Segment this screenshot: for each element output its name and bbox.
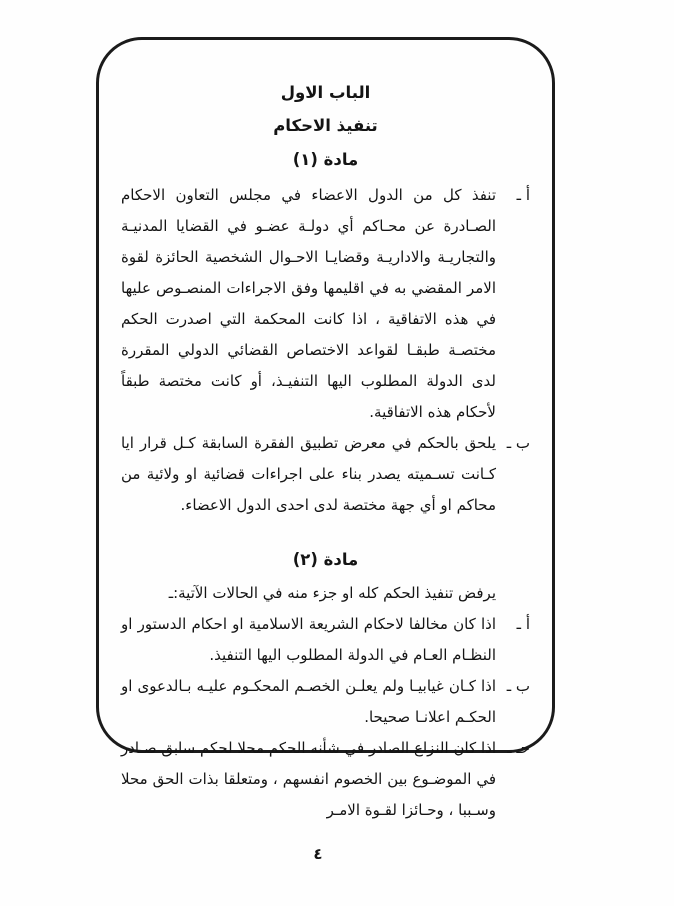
article-2-heading: مادة (٢) xyxy=(292,550,359,569)
clause-text: تنفذ كل من الدول الاعضاء في مجلس التعاون الاحكام الصـادرة عن محـاكم أي دولـة عضـو في القضايا المدنيـة والتجاريـة والاداريـة وقضايـا الاحـوال الشخصية الحائزة لقوة الامر المقضي به في اقليمها وفق الاجراءات المنصـوص عليها في هذه الاتفاقية ، اذا كانت المحكمة التي اصدرت الحكم مختصـة طبقـا لقواعد الاختصاص القضائي الدولي المقررة لدى الدولة المطلوب اليها التنفيـذ، أو كانت مختصة طبقاً لأحكام هذه الاتفاقية. xyxy=(121,186,496,421)
article-1-clause-a xyxy=(121,180,530,428)
clause-marker: حـ ـ xyxy=(507,739,530,757)
clause-text: اذا كان النزاع الصادر في شأنه الحكم محلا لحكم سابق صـادر في الموضـوع بين الخصوم انفسهم ، ومتعلقا بذات الحق محلا وسـببا ، وحـائزا لقـوة الامـر xyxy=(121,739,496,819)
clause-text: يلحق بالحكم في معرض تطبيق الفقرة السابقة كـل قرار ايا كـانت تسـميته يصدر بناء على اجراءات قضائية او ولائية من محاكم او أي جهة مختصة لدى احدى الدول الاعضاء. xyxy=(121,434,496,514)
page-border-frame xyxy=(96,37,555,819)
article-2-intro: يرفض تنفيذ الحكم كله او جزء منه في الحالات الآتية:ـ xyxy=(168,584,496,602)
clause-text: اذا كـان غيابيـا ولم يعلـن الخصـم المحكـوم عليـه بـالدعوى او الحكـم اعلانـا صحيحا. xyxy=(121,677,496,726)
article-2-clause-b xyxy=(121,671,530,733)
page-number: ٤ xyxy=(313,845,323,863)
article-2-clause-c xyxy=(121,733,530,826)
article-2-clause-a xyxy=(121,609,530,671)
clause-marker: ب ـ xyxy=(506,434,530,452)
article-1-heading: مادة (١) xyxy=(292,150,359,169)
section-title: تنفيذ الاحكام xyxy=(273,116,378,135)
clause-marker: ب ـ xyxy=(506,677,530,695)
clause-text: اذا كان مخالفا لاحكام الشريعة الاسلامية او احكام الدستور او النظـام العـام في الدولة المطلوب اليها التنفيذ. xyxy=(121,615,496,664)
clause-marker: أ ـ xyxy=(516,615,530,633)
article-1-clause-b xyxy=(121,428,530,521)
clause-marker: أ ـ xyxy=(516,186,530,204)
chapter-title: الباب الاول xyxy=(280,83,371,102)
